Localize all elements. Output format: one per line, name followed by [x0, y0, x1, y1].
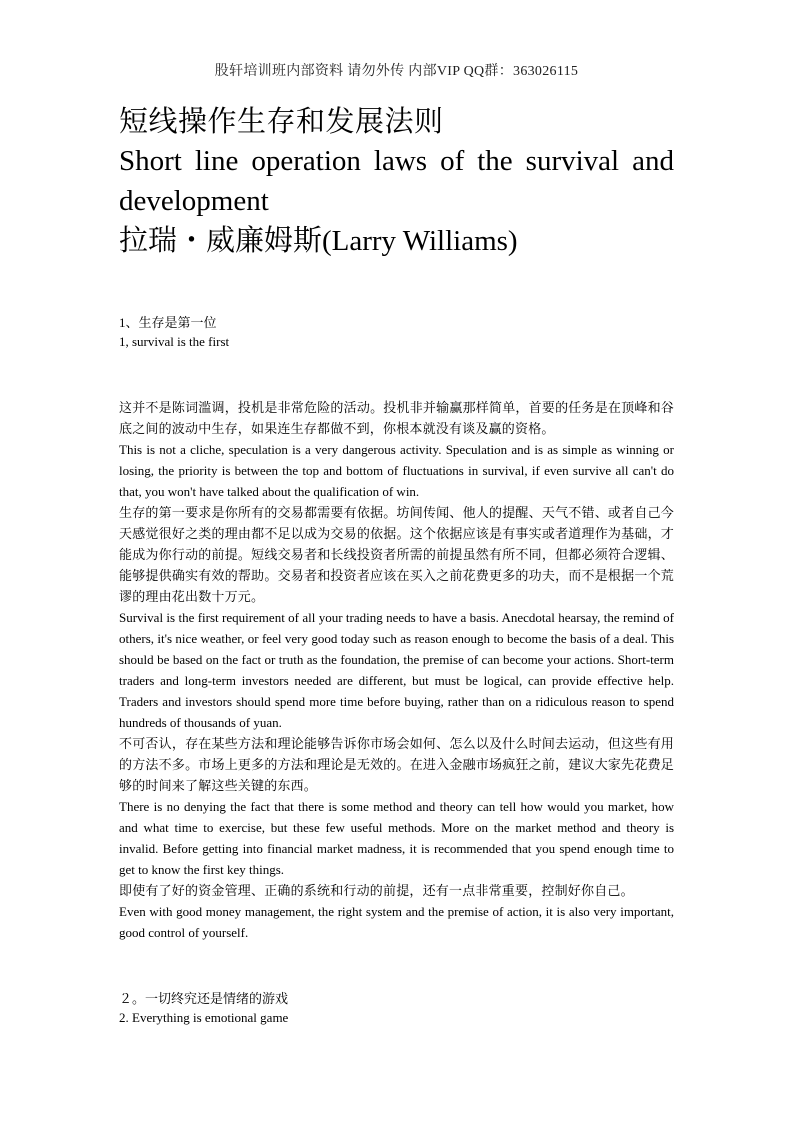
section1-paragraphs [119, 397, 674, 943]
paragraph-en: Even with good money management, the right system and the premise of action, it is also very important, good control of yourself. [119, 904, 674, 940]
paragraph-zh: 即使有了好的资金管理、正确的系统和行动的前提，还有一点非常重要，控制好你自己。 [119, 883, 634, 898]
paragraph-zh: 不可否认，存在某些方法和理论能够告诉你市场会如何、怎么以及什么时间去运动，但这些有用的方法不多。市场上更多的方法和理论是无效的。在进入金融市场疯狂之前，建议大家先花费足够的时间来了解这些关键的东西。 [119, 736, 674, 793]
section1-heading-en: 1, survival is the first [119, 334, 230, 349]
author-name: 拉瑞・威廉姆斯(Larry Williams) [119, 225, 518, 257]
paragraph-en: Survival is the first requirement of all your trading needs to have a basis. Anecdotal hearsay, the remind of others, it's nice weather, or feel very good today such as reason enough to become the basis of a deal. This should be based on the fact or truth as the foundation, the premise of can become your actions. Short-term traders and long-term investors needed are different, but must be logical, can provide effective help. Traders and investors should spend more time before buying, rather than on a ridiculous reason to spend hundreds of thousands of yuan. [119, 610, 674, 730]
spacer [119, 943, 674, 989]
paragraph-zh: 生存的第一要求是你所有的交易都需要有依据。坊间传闻、他人的提醒、天气不错、或者自己今天感觉很好之类的理由都不足以成为交易的依据。这个依据应该是有事实或者道理作为基础，才能成为你行动的前提。短线交易者和长线投资者所需的前提虽然有所不同，但都必须符合逻辑、能够提供确实有效的帮助。交易者和投资者应该在买入之前花费更多的功夫，而不是根据一个荒谬的理由花出数十万元。 [119, 505, 674, 604]
document-body [119, 103, 674, 1027]
title-chinese: 短线操作生存和发展法则 [119, 106, 444, 138]
spacer [119, 351, 674, 397]
paragraph-en: There is no denying the fact that there is some method and theory can tell how would you market, how and what time to exercise, but these few useful methods. More on the market method and theory is invalid. Before getting into financial market madness, it is recommended that you spend enough time to get to know the first key things. [119, 799, 674, 877]
paragraph-zh: 这并不是陈词滥调，投机是非常危险的活动。投机非并输赢那样简单，首要的任务是在顶峰和谷底之间的波动中生存，如果连生存都做不到，你根本就没有谈及赢的资格。 [119, 400, 674, 436]
section2-heading-en: 2. Everything is emotional game [119, 1010, 289, 1025]
spacer [119, 261, 674, 313]
title-english: Short line operation laws of the survival and development [119, 145, 674, 217]
header-note: 股轩培训班内部资料 请勿外传 内部VIP QQ群：363026115 [214, 64, 579, 79]
section1-heading-zh: 1、生存是第一位 [119, 315, 217, 330]
paragraph-en: This is not a cliche, speculation is a very dangerous activity. Speculation and is as simple as winning or losing, the priority is between the top and bottom of fluctuations in survival, if even survive all can't do that, you won't have talked about the qualification of win. [119, 442, 674, 499]
section2-heading-zh: ２。一切终究还是情绪的游戏 [119, 991, 289, 1006]
